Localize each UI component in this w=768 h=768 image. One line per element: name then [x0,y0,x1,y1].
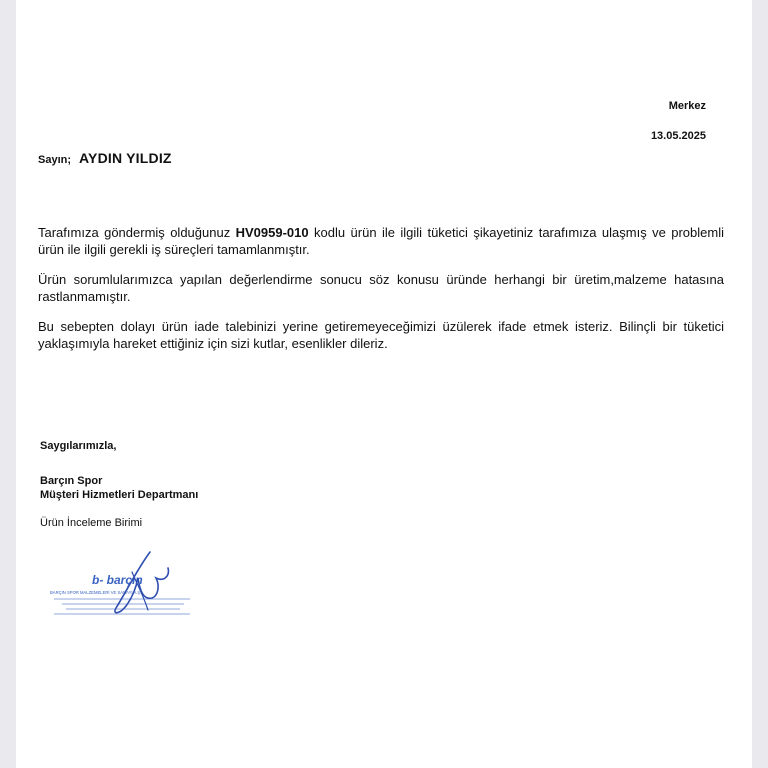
letter-location: Merkez [668,100,706,112]
recipient-name: AYDIN YILDIZ [79,150,172,166]
paragraph-complaint-intro: Tarafımıza göndermiş olduğunuz [38,225,236,240]
stamp-address-lines [54,599,190,614]
paragraph-evaluation: Ürün sorumlularımızca yapılan değerlendirme sonucu söz konusu üründe herhangi bir üretim,malzeme hatasına rastlanmamıştır. [38,272,724,304]
company-name: Barçın Spor [40,475,103,487]
company-stamp-signature [40,548,220,618]
stamp-logo: b- barçın [92,573,143,587]
closing-line: Saygılarımızla, [40,440,117,452]
salutation [38,150,172,166]
paragraph-complaint [38,224,724,258]
stamp-text: BARÇIN SPOR MALZEMELERİ VE SANAYİ A.Ş. [50,590,142,595]
department-name: Müşteri Hizmetleri Departmanı [40,489,199,501]
product-code: HV0959-010 [235,225,309,240]
letter-date: 13.05.2025 [650,130,706,142]
signature-block [40,474,198,502]
unit-name: Ürün İnceleme Birimi [40,517,143,529]
paragraph-complaint-rest: kodlu ürün ile ilgili tüketici şikayetiniz tarafımıza ulaşmış ve problemli ürün ile ilgili gerekli iş süreçleri tamamlanmıştır. [38,225,724,257]
letter-page [16,0,752,768]
salutation-label: Sayın; [38,154,72,166]
paragraph-decision: Bu sebepten dolayı ürün iade talebinizi yerine getiremeyeceğimizi üzülerek ifade etmek isteriz. Bilinçli bir tüketici yaklaşımıyla hareket ettiğiniz için sizi kutlar, esenlikler dileriz. [38,319,724,351]
